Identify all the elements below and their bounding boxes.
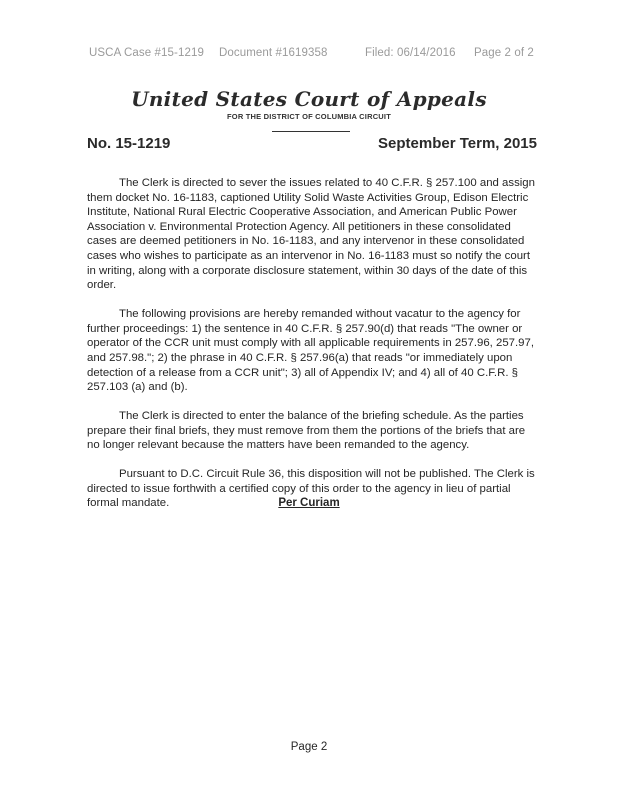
per-curiam-signature: Per Curiam	[278, 497, 340, 509]
header-filed-date: Filed: 06/14/2016	[365, 47, 456, 59]
title-divider	[272, 131, 350, 132]
order-paragraph: The Clerk is directed to sever the issues related to 40 C.F.R. § 257.100 and assign them docket No. 16-1183, captioned Utility Solid Waste Activities Group, Edison Electric Institute, National Rural Electric Cooperative Association, and American Public Power Association v. Environmental Protection Agency. All petitioners in these consolidated cases are deemed petitioners in No. 16-1183, and any intervenor in these consolidated cases who wishes to participate as an intervenor in No. 16-1183 must so notify the court in writing, along with a corporate disclosure statement, within 30 days of the date of this order.	[87, 177, 535, 292]
header-page-count: Page 2 of 2	[474, 47, 534, 59]
header-document-number: Document #1619358	[219, 47, 328, 59]
order-paragraph: Pursuant to D.C. Circuit Rule 36, this disposition will not be published. The Clerk is directed to issue forthwith a certified copy of this order to the agency in lieu of partial formal mandate.	[87, 468, 535, 510]
docket-number: No. 15-1219	[87, 135, 171, 152]
header-case-number: USCA Case #15-1219	[89, 47, 204, 59]
court-title: United States Court of Appeals	[131, 87, 487, 111]
court-subtitle: FOR THE DISTRICT OF COLUMBIA CIRCUIT	[227, 112, 391, 121]
court-term: September Term, 2015	[378, 135, 537, 152]
order-paragraph: The following provisions are hereby remanded without vacatur to the agency for further proceedings: 1) the sentence in 40 C.F.R. § 257.90(d) that reads "The owner or operator of the CCR unit must comply with all applicable requirements in 257.96, 257.97, and 257.98."; 2) the phrase in 40 C.F.R. § 257.96(a) that reads "or immediately upon detection of a release from a CCR unit"; 3) all of Appendix IV; and 4) all of 40 C.F.R. § 257.103 (a) and (b).	[87, 308, 535, 394]
order-paragraph: The Clerk is directed to enter the balance of the briefing schedule. As the parties prepare their final briefs, they must remove from them the portions of the briefs that are no longer relevant because the matters have been remanded to the agency.	[87, 410, 526, 452]
footer-page-number: Page 2	[290, 741, 328, 753]
order-body	[87, 176, 537, 525]
